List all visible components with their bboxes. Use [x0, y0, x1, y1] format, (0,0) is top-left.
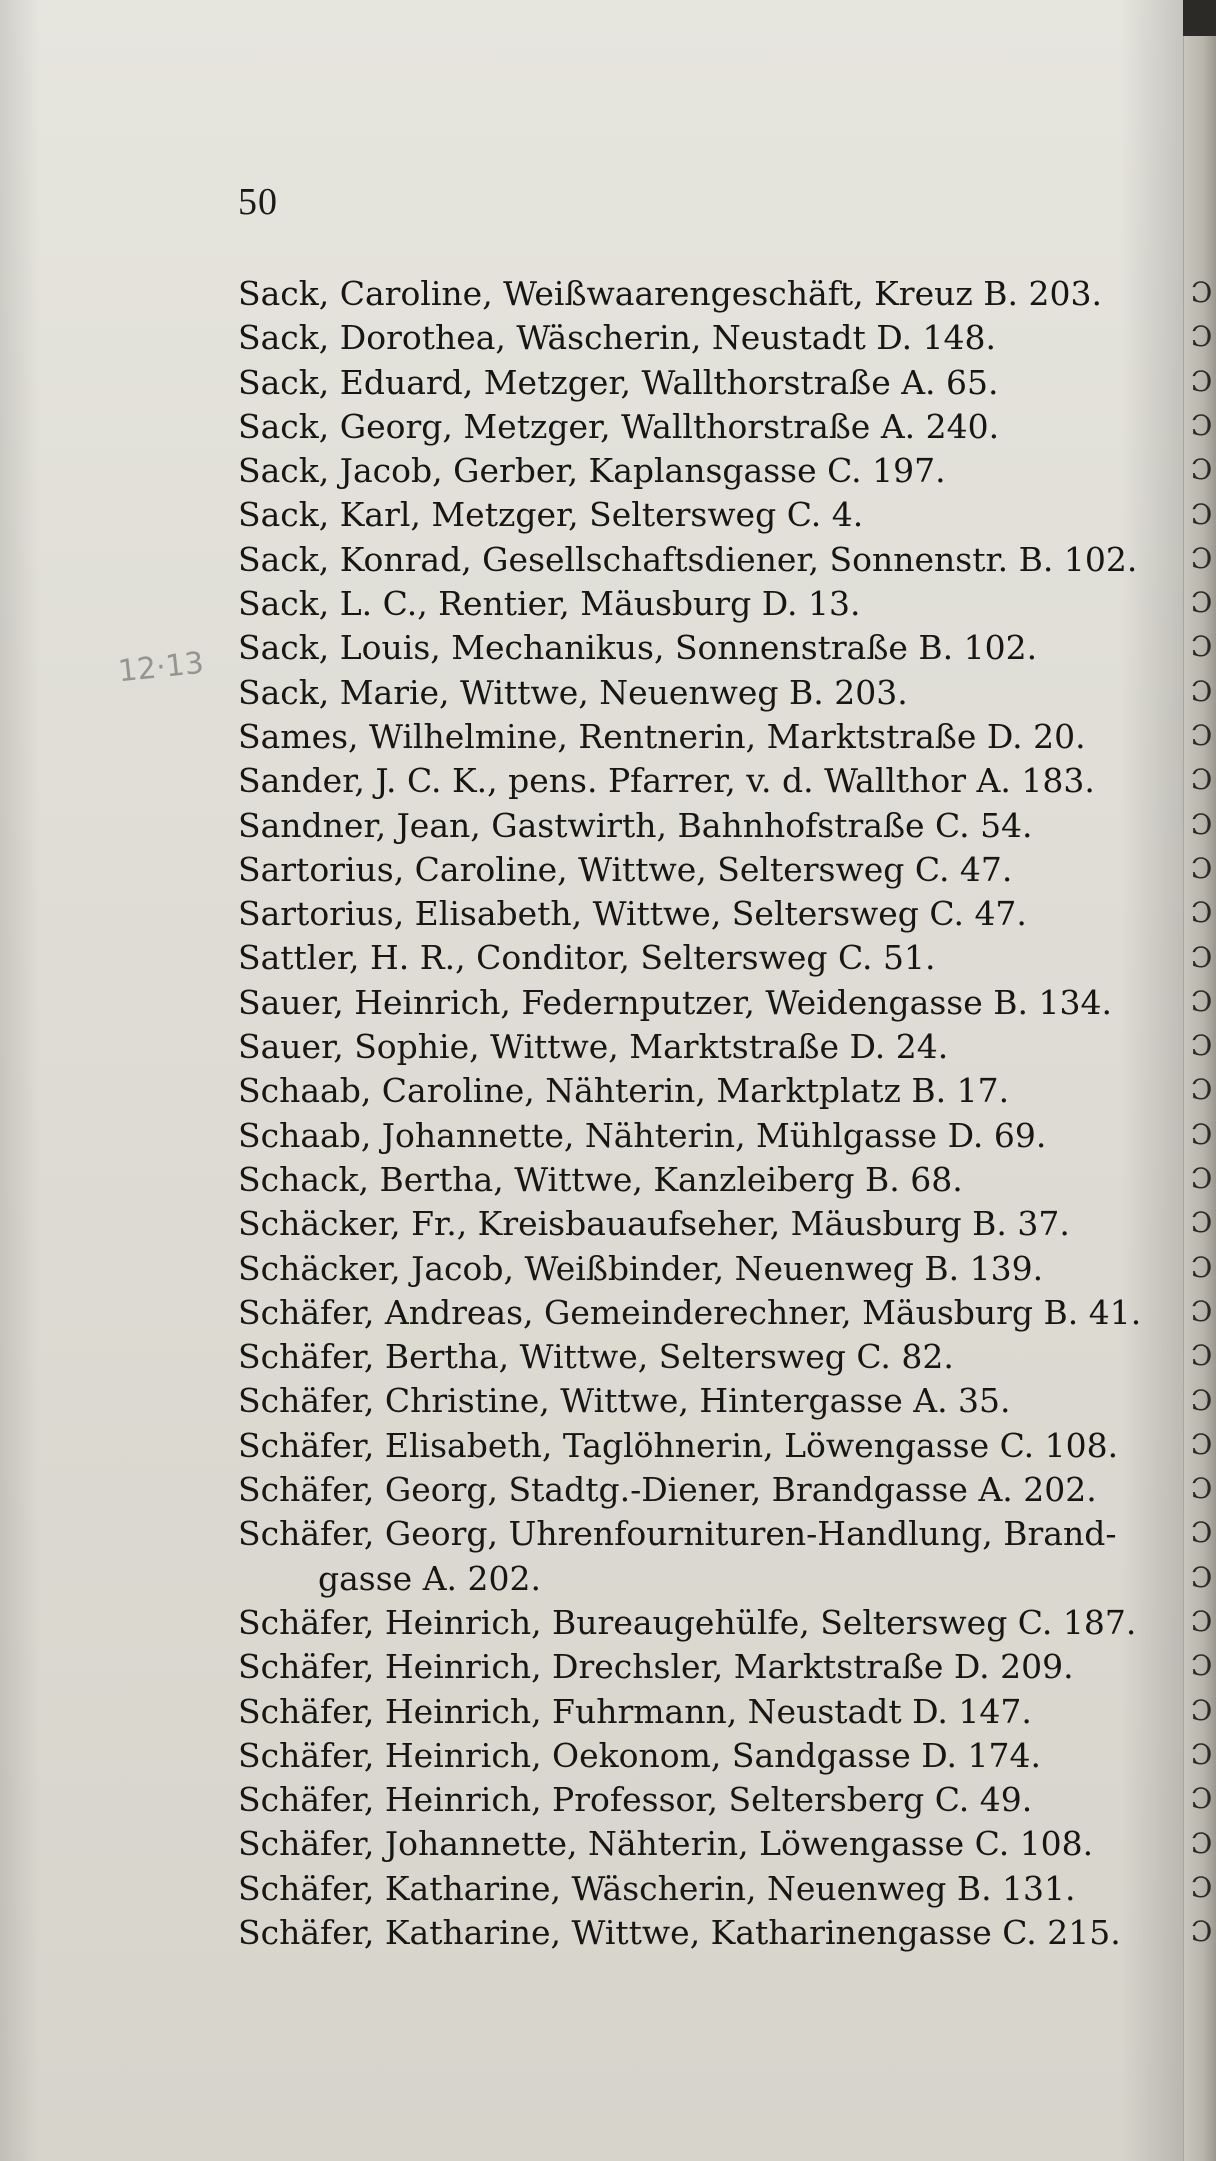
directory-entry: Schäfer, Heinrich, Professor, Seltersberg C. 49. — [238, 1780, 1033, 1820]
edge-letter-mark: Ɔ — [1191, 1250, 1213, 1284]
page-number: 50 — [238, 181, 278, 223]
next-page-letter-marks — [1184, 36, 1216, 2161]
margin-note: 12·13 — [116, 645, 206, 690]
directory-entry: Sack, Louis, Mechanikus, Sonnenstraße B. 102. — [238, 628, 1038, 668]
directory-entry-continuation: gasse A. 202. — [318, 1558, 541, 1598]
edge-letter-mark: Ɔ — [1191, 276, 1213, 309]
edge-letter-mark: Ɔ — [1191, 763, 1213, 797]
edge-letter-mark: Ɔ — [1191, 1870, 1213, 1904]
directory-entry: Sattler, H. R., Conditor, Seltersweg C. 51. — [238, 938, 936, 978]
edge-letter-mark: Ɔ — [1191, 1649, 1213, 1683]
edge-letter-mark: Ɔ — [1191, 1073, 1213, 1107]
directory-list — [238, 272, 1178, 1955]
directory-entry: Schäfer, Christine, Wittwe, Hintergasse A. 35. — [238, 1381, 1011, 1421]
directory-entry: Schäcker, Fr., Kreisbauaufseher, Mäusburg B. 37. — [238, 1204, 1070, 1244]
edge-letter-mark: Ɔ — [1191, 1427, 1213, 1461]
directory-entry: Schaab, Johannette, Nähterin, Mühlgasse D. 69. — [238, 1115, 1047, 1155]
edge-letter-mark: Ɔ — [1191, 1383, 1213, 1417]
directory-entry: Sauer, Heinrich, Federnputzer, Weidengasse B. 134. — [238, 982, 1112, 1022]
edge-letter-mark: Ɔ — [1191, 1294, 1213, 1328]
edge-letter-mark: Ɔ — [1191, 807, 1213, 841]
edge-letter-mark: Ɔ — [1191, 851, 1213, 885]
directory-entry: Schäcker, Jacob, Weißbinder, Neuenweg B. 139. — [238, 1248, 1044, 1288]
edge-letter-mark: Ɔ — [1191, 1605, 1213, 1638]
edge-letter-mark: Ɔ — [1191, 1472, 1213, 1506]
next-page-edge — [1183, 36, 1216, 2161]
edge-letter-mark: Ɔ — [1191, 497, 1213, 531]
edge-letter-mark: Ɔ — [1191, 1826, 1213, 1860]
directory-entry: Sartorius, Caroline, Wittwe, Seltersweg C. 47. — [238, 849, 1013, 889]
edge-letter-mark: Ɔ — [1191, 1117, 1213, 1151]
directory-entry: Schäfer, Heinrich, Fuhrmann, Neustadt D. 147. — [238, 1691, 1032, 1731]
directory-entry: Schäfer, Johannette, Nähterin, Löwengasse C. 108. — [238, 1824, 1094, 1864]
directory-entry: Schäfer, Georg, Stadtg.-Diener, Brandgasse A. 202. — [238, 1470, 1097, 1510]
edge-letter-mark: Ɔ — [1191, 1516, 1213, 1550]
directory-entry: Sames, Wilhelmine, Rentnerin, Marktstraße D. 20. — [238, 716, 1086, 756]
edge-letter-mark: Ɔ — [1191, 1782, 1213, 1816]
edge-letter-mark: Ɔ — [1191, 1206, 1213, 1240]
directory-entry: Sauer, Sophie, Wittwe, Marktstraße D. 24. — [238, 1027, 949, 1067]
edge-letter-mark: Ɔ — [1191, 1162, 1213, 1195]
directory-entry: Sack, L. C., Rentier, Mäusburg D. 13. — [238, 584, 861, 624]
directory-entry: Schaab, Caroline, Nähterin, Marktplatz B. 17. — [238, 1071, 1010, 1111]
directory-entry: Sander, J. C. K., pens. Pfarrer, v. d. Wallthor A. 183. — [238, 761, 1095, 801]
directory-entry: Schäfer, Katharine, Wittwe, Katharinengasse C. 215. — [238, 1912, 1121, 1952]
directory-entry: Sack, Marie, Wittwe, Neuenweg B. 203. — [238, 672, 908, 712]
edge-letter-mark: Ɔ — [1191, 453, 1213, 487]
edge-letter-mark: Ɔ — [1191, 320, 1213, 354]
edge-letter-mark: Ɔ — [1191, 364, 1213, 398]
directory-entry: Sack, Konrad, Gesellschaftsdiener, Sonnenstr. B. 102. — [238, 539, 1138, 579]
edge-letter-mark: Ɔ — [1191, 541, 1213, 575]
directory-entry: Schack, Bertha, Wittwe, Kanzleiberg B. 68. — [238, 1159, 963, 1199]
directory-entry: Sack, Karl, Metzger, Seltersweg C. 4. — [238, 495, 864, 535]
directory-entry: Schäfer, Heinrich, Oekonom, Sandgasse D. 174. — [238, 1735, 1041, 1775]
directory-entry: Sandner, Jean, Gastwirth, Bahnhofstraße C. 54. — [238, 805, 1033, 845]
edge-letter-mark: Ɔ — [1191, 1915, 1213, 1949]
edge-letter-mark: Ɔ — [1191, 630, 1213, 664]
edge-letter-mark: Ɔ — [1191, 1737, 1213, 1771]
edge-letter-mark: Ɔ — [1191, 586, 1213, 620]
edge-letter-mark: Ɔ — [1191, 1693, 1213, 1727]
edge-letter-mark: Ɔ — [1191, 674, 1213, 708]
edge-letter-mark: Ɔ — [1191, 719, 1213, 752]
edge-letter-mark: Ɔ — [1191, 896, 1213, 930]
directory-entry: Schäfer, Heinrich, Drechsler, Marktstraße D. 209. — [238, 1647, 1074, 1687]
directory-entry: Schäfer, Heinrich, Bureaugehülfe, Seltersweg C. 187. — [238, 1602, 1137, 1642]
directory-entry: Schäfer, Katharine, Wäscherin, Neuenweg B. 131. — [238, 1868, 1076, 1908]
directory-entry: Schäfer, Bertha, Wittwe, Seltersweg C. 82. — [238, 1337, 954, 1377]
directory-entry: Sack, Eduard, Metzger, Wallthorstraße A. 65. — [238, 362, 999, 402]
edge-letter-mark: Ɔ — [1191, 984, 1213, 1018]
edge-letter-mark: Ɔ — [1191, 408, 1213, 442]
directory-entry: Schäfer, Georg, Uhrenfournituren-Handlung, Brand- — [238, 1514, 1117, 1554]
directory-entry: Schäfer, Andreas, Gemeinderechner, Mäusburg B. 41. — [238, 1292, 1142, 1332]
edge-letter-mark: Ɔ — [1191, 940, 1213, 974]
directory-entry: Schäfer, Elisabeth, Taglöhnerin, Löwengasse C. 108. — [238, 1425, 1119, 1465]
directory-entry: Sartorius, Elisabeth, Wittwe, Seltersweg C. 47. — [238, 894, 1027, 934]
directory-entry: Sack, Dorothea, Wäscherin, Neustadt D. 148. — [238, 318, 997, 358]
directory-entry: Sack, Jacob, Gerber, Kaplansgasse C. 197. — [238, 451, 946, 491]
edge-letter-mark: Ɔ — [1191, 1339, 1213, 1373]
edge-letter-mark: Ɔ — [1191, 1029, 1213, 1063]
edge-letter-mark: Ɔ — [1191, 1560, 1213, 1594]
directory-entry: Sack, Georg, Metzger, Wallthorstraße A. 240. — [238, 406, 1000, 446]
directory-entry: Sack, Caroline, Weißwaarengeschäft, Kreuz B. 203. — [238, 274, 1102, 313]
